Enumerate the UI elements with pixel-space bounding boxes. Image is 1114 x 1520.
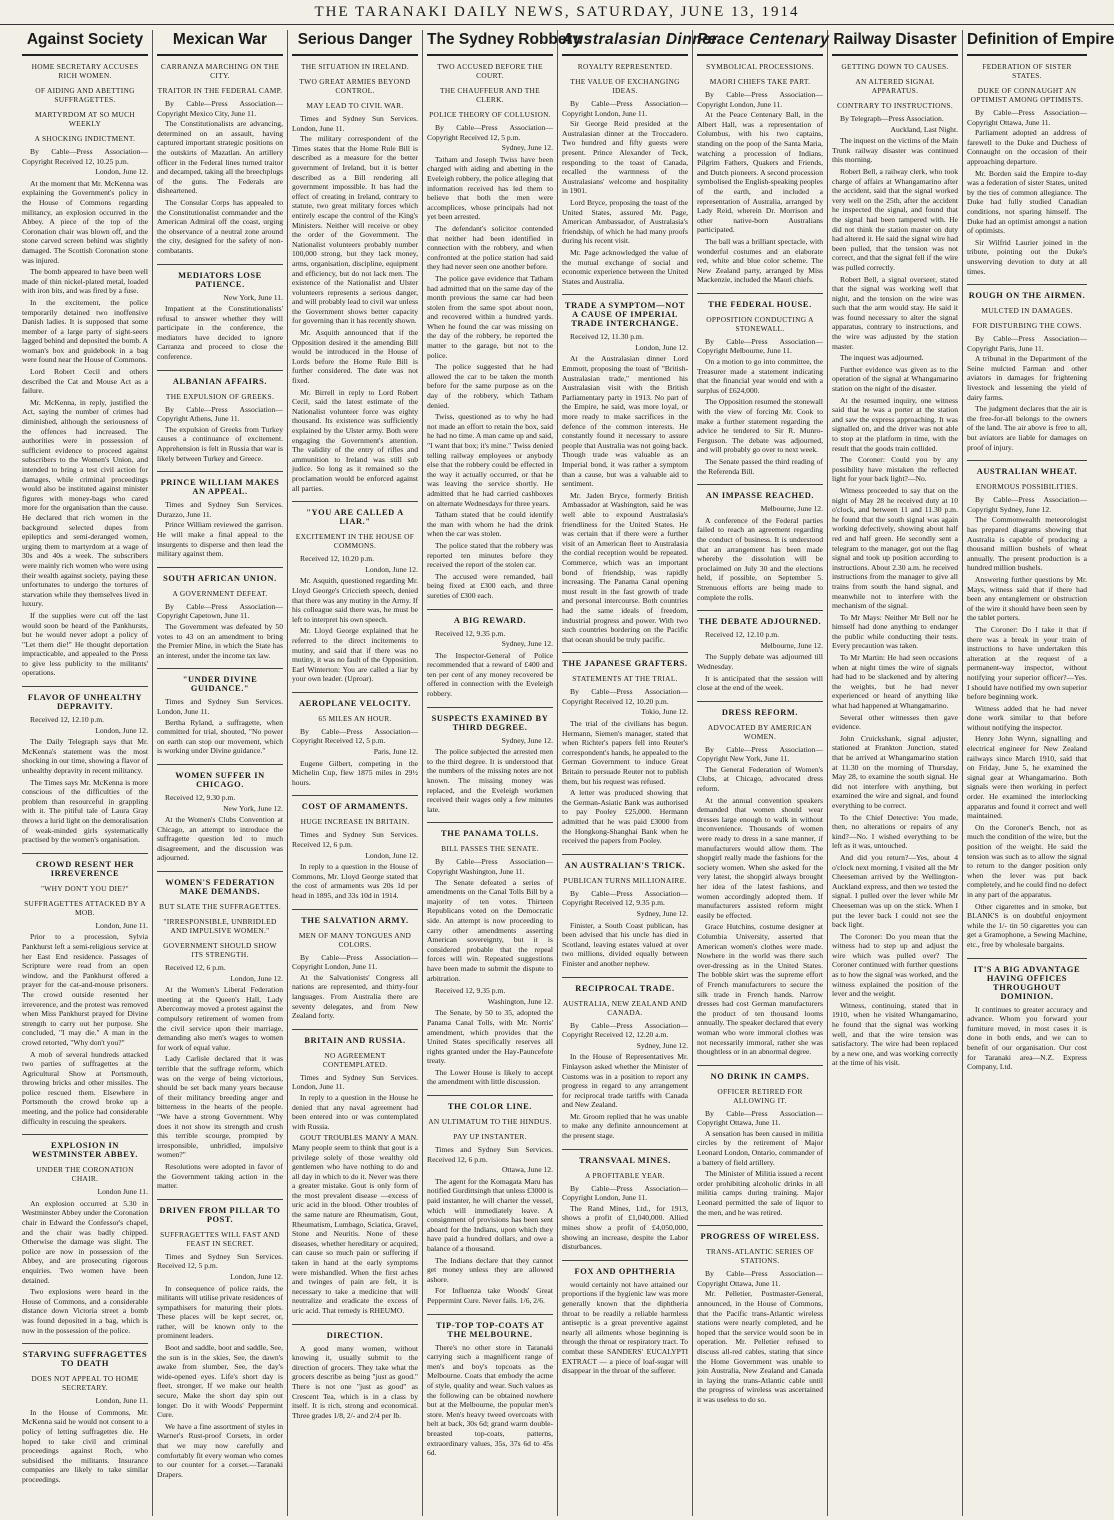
section-headline: TRANSVAAL MINES. <box>562 1149 688 1165</box>
masthead-title: THE TARANAKI DAILY NEWS, SATURDAY, JUNE 13, 1914 <box>314 4 800 20</box>
article-paragraph: Impatient at the Constitutionalists' refusal to answer whether they will participate in the conference, the mediators have decided to ignore Carranza and proceed to close the conference. <box>157 304 283 362</box>
subheadline: "WHY DON'T YOU DIE?" <box>40 883 129 893</box>
article-paragraph: Henry John Wynn, signalling and electrical engineer for New Zealand railways since March 1910, said that on Friday, June 5, he examined the signal gear at Whangamarino. Both signals were then working in perfect order. He examined the interlocking apparatus and found it correct and well maintained. <box>967 734 1087 821</box>
subheadline: A PROFITABLE YEAR. <box>585 1170 665 1180</box>
subheadline: MAY LEAD TO CIVIL WAR. <box>306 101 404 110</box>
article-paragraph: A mob of several hundreds attacked two parties of suffragettes at the Agricultural Show at Portsmouth, throwing bricks and other missiles. The police rescued them. Elsewhere in Portsmouth the crowd broke up a meeting, and the police had considerable difficulty in rescuing the speakers. <box>22 1049 148 1126</box>
cable-credit: Times and Sydney Sun Services. Durazzo, June 11. <box>157 500 283 519</box>
article-paragraph: Bertha Ryland, a suffragette, when committed for trial, shouted, "No power on earth can stop our movement, which is working under Divine guidance." <box>157 717 283 756</box>
column-6 <box>693 30 828 1516</box>
subheadline: MEN OF MANY TONGUES AND COLORS. <box>298 930 412 949</box>
article-paragraph: There's no other store in Taranaki carrying such a magnificent range of men's and boy's topcoats as the Melbourne. Coats that embody the acme of style, quality and wear. Such values as the following can be obtained nowhere but at the Melbourne, the popular men's store. Men's heavy tweed overcoats with belt at back, 30s 6d; grand warm double-breasted top-coats, patterns, extraordinary values, 35s, 37s 6d to 45s 6d. <box>427 1342 553 1458</box>
article-paragraph: The Senate, by 50 to 35, adopted the Panama Canal Tolls, with Mr. Norris' amendment, which provides that the United States specifically reserves all rights granted under the Hay-Pauncefote treaty. <box>427 1008 553 1066</box>
subheadline: FOR DISTURBING THE COWS. <box>972 321 1082 331</box>
cable-credit: Received 12, 11.30 p.m. <box>570 332 644 342</box>
newspaper-columns <box>18 30 1114 1516</box>
section-headline: FLAVOR OF UNHEALTHY DEPRAVITY. <box>22 686 148 711</box>
subheadline: "IRRESPONSIBLE, UNBRIDLED AND IMPULSIVE WOMEN." <box>163 917 277 936</box>
subheadline: AN ULTIMATUM TO THE HINDUS. <box>428 1117 552 1127</box>
dateline: Auckland, Last Night. <box>890 124 958 134</box>
subheadline: TWO ACCUSED BEFORE THE COURT. <box>437 62 543 80</box>
cable-credit: By Cable—Press Association—Copyright London, June 11. <box>562 99 688 118</box>
article-paragraph: Sir George Reid presided at the Australasian dinner at the Troccadero. Two hundred and fifty guests were present. Prince Alexander of Teck, responding to the toast of Canada, recalled the warmness of the Australasians' welcome and hospitality in 1901. <box>562 119 688 196</box>
article-paragraph: Lord Bryce, proposing the toast of the United States, assured Mr. Page, American Ambassador, of Australasia's friendship, of which he had many proofs during his recent visit. <box>562 197 688 246</box>
column-7 <box>828 30 963 1516</box>
cable-credit: By Cable—Press Association—Copyright London, June 11. <box>292 952 418 972</box>
subheadline: SUFFRAGETTES WILL FAST AND FEAST IN SECRET. <box>160 1229 280 1248</box>
subheadline: OPPOSITION CONDUCTING A STONEWALL. <box>706 314 814 333</box>
article-paragraph: Witness proceeded to say that on the night of May 28 he received duty at 10 o'clock, and between 11 and 11.30 p.m. he found that the south signal was again working defectively, showing about half red and half green. He secondly sent a telegram to the manager, got out the flag signal and took up position according to instructions. About 2.30 a.m. he received instructions from the manager to give all trains from south the hand signal, and meanwhile not to interfere with the mechanism of the signal. <box>832 485 958 611</box>
section-headline: SUSPECTS EXAMINED BY THIRD DEGREE. <box>427 707 553 732</box>
article-paragraph: At the moment that Mr. McKenna was explaining the Government's policy in the House of Commons regarding militancy, an explosion occurred in the Abbey. A piece of the top of the Coronation chair was blown off, and the stone carved screen behind was slightly damaged. The Scottish Coronation stone was injured. <box>22 178 148 265</box>
cable-credit: By Telegraph—Press Association. <box>840 114 944 123</box>
dateline: Sydney, June 12. <box>501 735 553 745</box>
dateline: Melbourne, June 12. <box>760 504 823 514</box>
subheadline: POLICE THEORY OF COLLUSION. <box>429 110 551 119</box>
section-headline: PROGRESS OF WIRELESS. <box>697 1225 823 1241</box>
cable-credit: Received 12, 9.35 p.m. <box>435 986 506 996</box>
article-paragraph: John Cruickshank, signal adjuster, stationed at Frankton Junction, stated that he arrived at Whangamarino station at 11.30 on the morning of Thursday, May 28, to examine the south signal. He did not interfere with anything, but examined the wire and signal, and found everything to be correct. <box>832 733 958 810</box>
cable-credit: Received 12, 10.20 p.m. <box>300 554 375 564</box>
subheadline: PAY UP INSTANTER. <box>453 1132 527 1142</box>
subheadline: DUKE OF CONNAUGHT AN OPTIMIST AMONG OPTIMISTS. <box>970 86 1084 104</box>
subheadline: A GOVERNMENT DEFEAT. <box>172 588 268 598</box>
article-paragraph: In consequence of police raids, the militants will utilise private residences of sympathisers for maturing their plots. These places will be kept secret, or, rather, will be known only to the prominent leaders. <box>157 1283 283 1341</box>
subheadline: ENORMOUS POSSIBILITIES. <box>975 482 1079 492</box>
cable-credit: By Cable—Press Association—Copyright Received 12, 5 p.m. <box>427 123 553 142</box>
section-headline: PRINCE WILLIAM MAKES AN APPEAL. <box>157 471 283 496</box>
subheadline: GETTING DOWN TO CAUSES. <box>841 62 949 71</box>
dateline: London, June 12. <box>95 167 148 177</box>
section-headline: CROWD RESENT HER IRREVERENCE <box>22 853 148 878</box>
section-headline: COST OF ARMAMENTS. <box>292 795 418 811</box>
section-headline: "YOU ARE CALLED A LIAR." <box>292 501 418 526</box>
article-paragraph: In reply to a question in the House of Commons, Mr. Lloyd George stated that the cost of armaments was 20s 1d per head in 1895, and 33s 10d in 1914. <box>292 862 418 900</box>
subheadline: MAORI CHIEFS TAKE PART. <box>709 77 811 86</box>
article-paragraph: The police gave evidence that Tatham had admitted that on the same day of the month previous the same car had been stolen from the same spot about noon, and recovered within a hundred yards. When he found the car was missing on the day of the robbery, he reported the matter to the garage, but not to the police. <box>427 273 553 360</box>
article-paragraph: The Lower House is likely to accept the amendment with little discussion. <box>427 1067 553 1087</box>
column-1 <box>18 30 153 1516</box>
dateline: Ottawa, June 12. <box>501 1165 553 1175</box>
cable-credit: Received 12, 9.30 p.m. <box>165 792 236 802</box>
column-heading: Definition of Empire <box>967 30 1087 56</box>
article-paragraph: would certainly not have attained our proportions if the hygienic law was more generally known that the diphtheria throat to be readily a reliable harmless antiseptic is a great preventive against nearly all ailments whose beginning is through the throat or respiratory tract. To combat these SANDERS' EUCALYPTI EXTRACT — a piece of loaf-sugar will disappear in the throat of the sufferer. <box>562 1279 688 1376</box>
article-paragraph: The expulsion of Greeks from Turkey causes a continuance of excitement. Apprehension is felt in Russia that war is likely between Turkey and Greece. <box>157 424 283 463</box>
article-paragraph: Further evidence was given as to the operation of the signal at Whangamarino station on the night of the disaster. <box>832 364 958 394</box>
section-headline: STARVING SUFFRAGETTES TO DEATH <box>22 1343 148 1368</box>
dateline: New York, June 11. <box>223 292 283 302</box>
article-paragraph: Two explosions were heard in the House of Commons, and a considerable distance down Victoria street a bomb was found deposited in a bag, which is now in the possession of the police. <box>22 1287 148 1335</box>
cable-credit: Times and Sydney Sun Services. London, June 11. <box>292 1072 418 1092</box>
article-paragraph: The military correspondent of the Times states that the Home Rule Bill is described as a measure for the better government of Ireland, but it is better described as a Bill rendering all government impossible. It has had the effect of creating in Ireland, contrary to statute, two great military forces which entirely escape the control of the King's Ministers. Neither will receive or obey the order of the Government. The Nationalist volunteers probably number 100,000 strong, but they lack money, arms, organisation, discipline, equipment and efficiency, but do not lack men. The existence of the Nationalist and Ulster volunteers represents a serious danger, and will probably lead to civil war unless the Government shows better capacity for governing than it has recently shown. <box>292 134 418 326</box>
article-paragraph: Resolutions were adopted in favor of the Government taking action in the matter. <box>157 1161 283 1191</box>
article-paragraph: On the Coroner's Bench, not as much the condition of the wire, but the position of the weight. He said the tension was such as to allow the signal to return to the danger position only when the lever was put back completely, and he could find no defect in any part of the apparatus. <box>967 822 1087 899</box>
subheadline: SYMBOLICAL PROCESSIONS. <box>706 62 814 71</box>
section-headline: TRADE A SYMPTOM—NOT A CAUSE OF IMPERIAL TRADE INTERCHANGE. <box>562 294 688 328</box>
dateline: London, June 11. <box>95 1396 148 1406</box>
article-paragraph: Mr. McKenna, in reply, justified the Act, saying the number of crimes had diminished, although the seriousness of the offences had increased. The authorities were in possession of sufficient evidence to proceed against subscribers to the Women's Union, and intended to bring a test civil action for damages, while criminal proceedings would also be instituted against minister figures with money-bags who cared more for the organisation than the cause. He declared that rich women in the background selected dupes from epileptics and semi-deranged women, urging them to martyrdom at a wage of 30s and 40s a week. The subscribers were mainly rich women who were using their wealth against society, paying these unfortunates to undergo the tortures of starvation while they themselves lived in luxury. <box>22 397 148 609</box>
article-paragraph: The bomb appeared to have been well made of thin nickel-plated metal, loaded with iron bits, and was fired by a fuse. <box>22 267 148 296</box>
section-headline: WOMEN'S FEDERATION MAKE DEMANDS. <box>157 871 283 896</box>
cable-credit: By Cable—Press Association—Copyright Received 12, 5 p.m. <box>292 726 418 746</box>
article-paragraph: In the House of Representatives Mr. Finlayson asked whether the Minister of Customs was in a position to report any progress in regard to any arrangement for reciprocal trade tariffs with Canada and New Zealand. <box>562 1052 688 1110</box>
column-5 <box>558 30 718 1516</box>
article-paragraph: Mr. Birrell in reply to Lord Robert Cecil, said the latest estimate of the Nationalist volunteer force was eighty thousand. Its existence was sufficiently explained by the Ulster army. Both were engaging the Government's attention. The validity of the entry of rifles and ammunition to Ireland was still sub judice. So long as it remained so the proclamation would be enforced against all parties. <box>292 387 418 493</box>
article-paragraph: The Coroner: Do I take it that if there was a break in your train of instructions to have undertaken this alteration at the request of a permanent-way inspector, without notifying your superior officer?—Yes. I should have notified my own superior before beginning work. <box>967 624 1087 702</box>
cable-credit: By Cable—Press Association—Copyright Ottawa, June 11. <box>967 108 1087 127</box>
column-3 <box>288 30 423 1516</box>
article-paragraph: The Consular Corps has appealed to the Constitutionalist commander and the American Admiral off the coast, urging the observance of a neutral zone around the city, designed for the safety of non-combatants. <box>157 197 283 255</box>
cable-credit: By Cable—Press Association—Copyright Received 12, 9.35 p.m. <box>562 888 688 908</box>
section-headline: "UNDER DIVINE GUIDANCE." <box>157 668 283 693</box>
article-paragraph: The Senate passed the third reading of the Referenda Bill. <box>697 457 823 476</box>
article-paragraph: Mr. Jaden Bryce, formerly British Ambassador at Washington, said he was well able to expound Australasia's friendliness for the United States. He was certain that if there were a further visit of an American fleet to Australasia the cordial reception would be repeated. Commerce, which was an important bond of friendship, was rapidly increasing. The Panama Canal opening must result in the fast growth of trade and personal intercourse. Both countries had the same ideals of freedom, industrial progress and power. With two such countries bordering on the Pacific that ocean should be truly pacific. <box>562 490 688 644</box>
article-paragraph: The Daily Telegraph says that Mr. McKenna's statement was the most shocking in our time, showing a flavor of unhealthy depravity in recent militancy. <box>22 737 148 776</box>
subheadline: TWO GREAT ARMIES BEYOND CONTROL. <box>299 77 411 95</box>
article-paragraph: Robert Bell, a railway clerk, who took charge of affairs at Whangamarino after the accident, said that the signal worked very well on the 25th, after the accident he inspected the signal, and found that the signal had been tampered with. He did not think the station master on duty had altered it. He said the signal wire had been pulled, that the tension was not correct, and that the signal fell if the wire was pulled correctly. <box>832 166 958 272</box>
subheadline: TRANS-ATLANTIC SERIES OF STATIONS. <box>706 1247 814 1266</box>
section-headline: A BIG REWARD. <box>427 609 553 625</box>
cable-credit: Received 12, 6 p.m. <box>165 963 226 973</box>
article-paragraph: And did you return?—Yes, about 4 o'clock next morning. I visited all the Mr Cheeseman arrived by the Wellington-Auckland express, and then we tested the signal. I pulled over the lever while Mr Cheeseman was up on the stick. When I put the lever back I could not see the back light. <box>832 852 958 930</box>
article-paragraph: The inquest on the victims of the Main Trunk railway disaster was continued this morning. <box>832 136 958 165</box>
column-heading: Mexican War <box>157 30 283 56</box>
article-paragraph: Witness added that he had never done work similar to that before without notifying the inspector. <box>967 703 1087 732</box>
subheadline: AUSTRALIA, NEW ZEALAND AND CANADA. <box>562 998 688 1017</box>
dateline: Washington, June 12. <box>487 996 553 1006</box>
subheadline: THE SITUATION IN IRELAND. <box>300 62 410 71</box>
article-paragraph: Sir Wilfrid Laurier joined in the tribute, pointing out the Duke's unswerving devotion to duty at all times. <box>967 237 1087 276</box>
section-headline: WOMEN SUFFER IN CHICAGO. <box>157 764 283 789</box>
subheadline: PUBLICAN TURNS MILLIONAIRE. <box>563 875 687 885</box>
section-headline: THE DEBATE ADJOURNED. <box>697 610 823 626</box>
article-paragraph: At the Australasian dinner Lord Emmott, proposing the toast of "British-Australasian trade," mentioned his Australasian visit with the British Parliamentary party in 1913. No part of the Empire, he said, was more loyal, or more ready to make sacrifices in the defence of the common interests. He constantly found it necessary to assure people that Australia was not going back. Though trade was valuable as an Imperial bond, it was rather a symptom than a cause, but was a valuable aid to sentiment. <box>562 354 688 489</box>
subheadline: AN ALTERED SIGNAL APPARATUS. <box>855 77 935 95</box>
article-paragraph: The police subjected the arrested men to the third degree. It is understood that the numbers of the missing notes are not known. The missing money was replaced, and the Eveleigh workmen received their wages only a few minutes late. <box>427 747 553 814</box>
section-headline: AN IMPASSE REACHED. <box>697 484 823 500</box>
section-headline: BRITAIN AND RUSSIA. <box>292 1029 418 1045</box>
subheadline: HOME SECRETARY ACCUSES RICH WOMEN. <box>31 62 139 80</box>
section-headline: AEROPLANE VELOCITY. <box>292 692 418 708</box>
article-paragraph: The Constitutionalists are advancing, determined on an assault, having captured important strategic positions on the outskirts of Mazatlan. An artillery officer in the Federal lines turned traitor and decamped, taking all the breechplugs of the guns. The Federals are disheartened. <box>157 119 283 196</box>
section-headline: THE PANAMA TOLLS. <box>427 822 553 838</box>
article-paragraph: To Mr Martin: He had seen occasions when at night times the wire of signals had had to be slackened and by altering the weights, but he had never experienced or heard of anything like what had happened at Whangamarino. <box>832 653 958 711</box>
article-paragraph: Answering further questions by Mr. Mays, witness said that if there had been any entanglement or obstruction of the wire it should have been seen by the tablet porters. <box>967 574 1087 623</box>
article-paragraph: If the supplies were cut off the last would soon be heard of the Pankhursts, but he would never adopt a policy of "Let them die!" He thought deportation impracticable, and appealed to the Press to give less publicity to the militants' operations. <box>22 610 148 678</box>
section-headline: FOX AND OPHTHERIA <box>562 1260 688 1276</box>
column-heading: Peace Centenary <box>697 30 823 56</box>
subheadline: THE CHAUFFEUR AND THE CLERK. <box>440 86 540 104</box>
article-paragraph: The Coroner: Do you mean that the witness had to step up and adjust the wire which was pulled over? The Coroner continued with further questions as to how the signal was worked, and the witness explained the position of the lever and the weight. <box>832 931 958 999</box>
article-paragraph: The Government was defeated by 50 votes to 43 on an amendment to bring the Premier Mine, in which the State has an interest, under the income tax law. <box>157 621 283 660</box>
cable-credit: Times and Sydney Sun Services. Received 12, 6 p.m. <box>427 1145 553 1164</box>
article-paragraph: The Minister of Militia issued a recent order prohibiting alcoholic drinks in all militia camps during training. Major Leonard permitted the sale of liquor to the men, and he was retired. <box>697 1169 823 1217</box>
subheadline: ADVOCATED BY AMERICAN WOMEN. <box>707 722 813 741</box>
dateline: Sydney, June 12. <box>636 1040 688 1050</box>
article-paragraph: The police stated that the robbery was reported ten minutes before they received the report of the stolen car. <box>427 540 553 570</box>
dateline: Paris, June 12. <box>373 747 418 757</box>
subheadline: THE VALUE OF EXCHANGING IDEAS. <box>570 77 680 95</box>
dateline: London, June 12. <box>365 564 418 574</box>
cable-credit: Times and Sydney Sun Services. Received 12, 6 p.m. <box>292 830 418 850</box>
cable-credit: By Cable—Press Association—Copyright Mexico City, June 11. <box>157 99 283 118</box>
article-paragraph: GOUT TROUBLES MANY A MAN. Many people seem to think that gout is a privilege solely of those wealthy old gentlemen who have nothing to do and all day in which to do it. Never was there a greater mistake. Gout is only form of the most prevalent disease —excess of uric acid in the blood. Other troubles of the same nature are Rheumatism, Gout, Rheumatism, Lumbago, Sciatica, Gravel, Stone and Neuritis. None of these diseases, whether hereditary or acquired, can cause so much pain or suffering if taken in hand at the early symptoms were mishandled. When the first aches and twinges of pain are felt, it is necessary to take a medicine that will neutralize and eradicate the excess of uric acid. That remedy is RHEUMO. <box>292 1133 418 1315</box>
subheadline: DOES NOT APPEAL TO HOME SECRETARY. <box>31 1374 139 1393</box>
article-paragraph: To the Chief Detective: You made, then, no alterations or repairs of any kind?—No. I wished everything to be left as it was, untouched. <box>832 812 958 851</box>
article-paragraph: Robert Bell, a signal overseer, stated that the signal was working well that night, and the tension on the wire was such that the arm would stay. He said it was found necessary to alter the signal apparatus, contrary to instructions, and the wire was adjusted by the station master. <box>832 274 958 351</box>
cable-credit: By Cable—Press Association—Copyright Sydney, June 12. <box>967 495 1087 514</box>
article-paragraph: Prince William reviewed the garrison. He will make a final appeal to the insurgents to disperse and then lead the military against them. <box>157 520 283 559</box>
article-paragraph: Parliament adopted an address of farewell to the Duke and Duchess of Connaught on the occasion of their approaching departure. <box>967 128 1087 166</box>
article-paragraph: Other cigarettes and in smoke, but BLANK'S is on doubtful enjoyment while the 1/- tin 50 cigarettes you can get a Gramophone, a Sewing Machine, etc., free by wholesale bargains. <box>967 901 1087 949</box>
article-paragraph: It continues to greater accuracy and advance. Whom you forward your furniture moved, in most cases it is done in both ends, and we can to benefit of our organisation. Our cost for Taranaki area—N.Z. Express Company, Ltd. <box>967 1004 1087 1072</box>
column-heading: Against Society <box>22 30 148 56</box>
subheadline: CARRANZA MARCHING ON THE CITY. <box>160 62 280 80</box>
cable-credit: By Cable—Press Association—Copyright Ottawa, June 11. <box>697 1269 823 1288</box>
article-paragraph: Eugene Gilbert, competing in the Michelin Cup, flew 1875 miles in 29½ hours. <box>292 758 418 787</box>
article-paragraph: The General Federation of Women's Clubs, at Chicago, advocated dress reform. <box>697 764 823 794</box>
subheadline: ROYALTY REPRESENTED. <box>577 62 673 71</box>
article-paragraph: Mr. Pelletier, Postmaster-General, announced, in the House of Commons, that the Pacific trans-Atlantic wireless stations were nearly completed, and he hoped that the service would soon be in operation. Mr. Pelletier refused to discuss all-red cables, stating that since the Home Government was unable to join Australia, New Zealand and Canada in laying the trans-Atlantic cable until the progress of wireless was ascertained it was useless to do so. <box>697 1289 823 1404</box>
subheadline: OFFICER RETIRED FOR ALLOWING IT. <box>717 1086 803 1105</box>
article-paragraph: Mr. Page acknowledged the value of the mutual exchange of social and economic experience between the United States and Australia. <box>562 247 688 286</box>
section-headline: AUSTRALIAN WHEAT. <box>967 460 1087 476</box>
article-paragraph: Mr. Borden said the Empire to-day was a federation of sister States, united by the ties of common allegiance. The Duke had fully studied Canadian conditions, not sparing himself. The Duke had an optimist amongst a nation of optimists. <box>967 168 1087 236</box>
subheadline: TRAITOR IN THE FEDERAL CAMP. <box>157 86 283 95</box>
section-headline: AN AUSTRALIAN'S TRICK. <box>562 854 688 870</box>
article-paragraph: For Influenza take Woods' Great Peppermint Cure. Never fails. 1/6, 2/6. <box>427 1286 553 1305</box>
subheadline: BILL PASSES THE SENATE. <box>441 844 539 854</box>
article-paragraph: Lady Carlisle declared that it was terrible that the suffrage reform, which was on the verge of being victorious, should be set back many years because of their militancy breeding anger and bitterness in the hearts of the people. "We have a strong Government. Why does it not show its strength and crush this terrible scourge, prompted by irresponsible, unbridled, impulsive women?" <box>157 1054 283 1160</box>
article-paragraph: The Inspector-General of Police recommended that a reward of £400 and ten per cent of any money recovered be offered in connection with the Eveleigh robbery. <box>427 650 553 699</box>
column-2 <box>153 30 288 1516</box>
section-headline: DRIVEN FROM PILLAR TO POST. <box>157 1199 283 1224</box>
cable-credit: By Cable—Press Association—Copyright Athens, June 11. <box>157 404 283 424</box>
article-paragraph: A good many women, without knowing it, usually submit to the direction of grocers. They take what the grocers describe as being "just as good." There is not one "just as good" as Crescent Tea, which is in a class by itself. It is rich, strong and economical. Three grades 1/8, 2/- and 2/4 per lb. <box>292 1343 418 1420</box>
cable-credit: Times and Sydney Sun Services. London, June 11. <box>157 697 283 716</box>
article-paragraph: Twiss, questioned as to why he had not made an effort to retain the box, said he had no time. A man came up and said, "I want that box; it's mine." Twiss denied telling railway employees or anybody else that the robbery could be effected in the way it actually occurred, or that he was leaving the service shortly. He admitted that he had carried cashboxes on alternate Wednesdays for three years. <box>427 412 553 508</box>
article-paragraph: Tatham stated that he could identify the man with whom he had the drink when the car was stolen. <box>427 510 553 539</box>
subheadline: NO AGREEMENT CONTEMPLATED. <box>322 1050 388 1069</box>
article-paragraph: The accused were remanded, bail being fixed at £300 each, and three sureties of £300 each. <box>427 571 553 600</box>
cable-credit: By Cable—Press Association—Copyright New York, June 11. <box>697 744 823 764</box>
column-heading: The Sydney Robbery <box>427 30 553 56</box>
article-paragraph: The police suggested that he had allowed the car to be taken the month before for the same purpose as on the day of the robbery, which Tatham denied. <box>427 362 553 410</box>
section-headline: DRESS REFORM. <box>697 701 823 717</box>
section-headline: RECIPROCAL TRADE. <box>562 977 688 993</box>
column-heading: Serious Danger <box>292 30 418 56</box>
article-paragraph: The judgment declares that the air is the free-for-all belongs to the owners of the land. The air above is free to all, but aviators are liable for damages on proof of injury. <box>967 404 1087 452</box>
section-headline: SOUTH AFRICAN UNION. <box>157 567 283 583</box>
article-paragraph: The trial of the civilians has begun. Hermann, Siemen's manager, stated that when Richter's papers fell into Reuter's correspondent's hands, he appealed to the German Government to induce Great Britain to persuade Reuter not to publish them, but his request was refused. <box>562 719 688 786</box>
section-headline: NO DRINK IN CAMPS. <box>697 1065 823 1081</box>
column-heading: Australasian Dinner <box>562 30 688 56</box>
subheadline: STATEMENTS AT THE TRIAL. <box>572 674 678 684</box>
dateline: Sydney, June 12. <box>501 639 553 649</box>
article-paragraph: A conference of the Federal parties failed to reach an agreement regarding the conduct of business. It is understood that an arrangement has been made whereby the dissolution will be proclaimed on July 30 and the elections held, if possible, on September 5. Strenuous efforts are being made to complete the rolls. <box>697 515 823 602</box>
cable-credit: By Cable—Press Association—Copyright Capetown, June 11. <box>157 601 283 621</box>
cable-credit: Times and Sydney Sun Services. London, June 11. <box>292 114 418 133</box>
dateline: London, June 11. <box>95 920 148 930</box>
column-4 <box>423 30 582 1516</box>
subheadline: THE EXPULSION OF GREEKS. <box>165 391 275 401</box>
article-paragraph: A tribunal in the Department of the Seine mulcted Farman and other aviators in damages for frightening livestock and lessening the yield of dairy farms. <box>967 354 1087 402</box>
cable-credit: By Cable—Press Association—Copyright Received 12, 12.20 a.m. <box>562 1020 688 1040</box>
dateline: New York, June 12. <box>223 803 283 813</box>
article-paragraph: Mr. Asquith, questioned regarding Mr. Lloyd George's Criccieth speech, denied that there was any mutiny in the Army. If his colleague said there was, he must be left to interpret his own speech. <box>292 576 418 624</box>
article-paragraph: At the Women's Liberal Federation meeting at the Queen's Hall, Lady Aberconway moved a protest against the compulsory retirement of women from the civil service upon their marriage, demanding also men's wages to women for work of equal value. <box>157 985 283 1052</box>
article-paragraph: A sensation has been caused in militia circles by the retirement of Major Leonard London, Ontario, commander of a battery of field artillery. <box>697 1128 823 1167</box>
subheadline: MARTYRDOM AT SO MUCH WEEKLY <box>34 110 136 128</box>
cable-credit: Times and Sydney Sun Services. Received 12, 5 p.m. <box>157 1251 283 1271</box>
article-paragraph: Grace Hutchins, costume designer at Columbia University, asserted that American women's clothes were made. Nowhere in the world was there such over-dressing as in the United States. The bobble skirt was the supreme effort of French manufacturers to secure the silk trade in French hands. Narrow dresses had cost German manufacturers the product of ten thousand looms annually. The speaker declared that every woman who wore immoral clothes was not necessarily immoral, rather she was thoughtless or in an abnormal degree. <box>697 922 823 1057</box>
article-paragraph: At the Salvationists' Congress all nations are represented, and thirty-four languages. From Australia there are seventy delegates, and from New Zealand forty. <box>292 972 418 1021</box>
section-headline: THE JAPANESE GRAFTERS. <box>562 652 688 668</box>
subheadline: EXCITEMENT IN THE HOUSE OF COMMONS. <box>295 532 415 551</box>
article-paragraph: The Rand Mines, Ltd., for 1913, shows a profit of £1,040,000. Allied mines show a profit of £4,050,000, showing an increase, despite the Labor disturbances. <box>562 1203 688 1252</box>
section-headline: IT'S A BIG ADVANTAGE HAVING OFFICES THROUGHOUT DOMINION. <box>967 958 1087 1001</box>
cable-credit: Received 12, 12.10 p.m. <box>705 630 780 640</box>
cable-credit: By Cable—Press Association—Copyright Received 12, 10.25 p.m. <box>22 147 148 166</box>
article-paragraph: A letter was produced showing that the German-Asiatic Bank was authorised to pay Pooley £25,000. Hermann admitted that he was paid £3000 from the Hongkong-Shanghai Bank when he received the papers from Pooley. <box>562 788 688 846</box>
cable-credit: By Cable—Press Association—Copyright Ottawa, June 11. <box>697 1108 823 1128</box>
subheadline: FEDERATION OF SISTER STATES. <box>982 62 1072 80</box>
dateline: Sydney, June 12. <box>636 908 688 918</box>
article-paragraph: The Opposition resumed the stonewall with the view of forcing Mr. Cook to make a further statement regarding the advice he tendered to Sir R. Munro-Ferguson. The debate was adjourned, and will probably go over to next week. <box>697 397 823 455</box>
subheadline: 65 MILES AN HOUR. <box>318 713 392 723</box>
article-paragraph: Mr. Groom replied that he was unable to make any definite announcement at the present stage. <box>562 1111 688 1141</box>
masthead <box>0 0 1114 25</box>
article-paragraph: The inquest was adjourned. <box>840 353 924 363</box>
article-paragraph: On a motion to go into committee, the Treasurer made a statement indicating that the financial year would end with a surplus of £624,000. <box>697 357 823 395</box>
section-headline: TIP-TOP TOP-COATS AT THE MELBOURNE. <box>427 1314 553 1339</box>
article-paragraph: We have a fine assortment of styles in Warner's Rust-proof Corsets, in order that we may now carefully and comfortably fit every woman who comes to our counter for a corset.—Taranaki Drapers. <box>157 1421 283 1479</box>
article-paragraph: The Times says Mr. McKenna is more conscious of the difficulties of the problem than resourceful in grappling with it. The pitiful tale of Laura Gray throws a lurid light on the demoralisation of weak-minded girls systematically practised by the women's organisation. <box>22 777 148 845</box>
article-paragraph: The defendant's solicitor contended that neither had been identified in connection with the robbery, and when confronted at the police station had said they had never seen one another before. <box>427 223 553 272</box>
article-paragraph: Mr. Asquith announced that if the Opposition desired it the amending Bill would be introduced in the House of Lords before the Home Rule Bill is further considered. The date was not fixed. <box>292 328 418 386</box>
section-headline: THE FEDERAL HOUSE. <box>697 293 823 309</box>
article-paragraph: At the annual convention speakers demanded that women should wear dresses large enough to walk in without inconvenience. Thousands of women were ready to dress in a sane manner, if manufacturers would allow them. The shopgirl really made the fashions for the society women. When she asked for the very latest, the shopgirl always brought her idea of the latest fashions, and women accordingly adopted them. If manufacturers assisted reform might easily be effected. <box>697 795 823 920</box>
article-paragraph: In the excitement, the police temporarily detained two inoffensive Danish ladies. It is supposed that some member of a large party of sight-seers lagged behind and deposited the bomb. A woman's box and guidebook in a bag were found near the House of Commons. <box>22 297 148 365</box>
section-headline: EXPLOSION IN WESTMINSTER ABBEY. <box>22 1134 148 1159</box>
section-headline: MEDIATORS LOSE PATIENCE. <box>157 264 283 289</box>
article-paragraph: Mr. Lloyd George explained that he referred to the direct incitements to mutiny, and said that if there was no mutiny, it was no fault of the Opposition. Earl Winterton: You are called a liar by your own leader. (Uproar). <box>292 626 418 684</box>
cable-credit: By Cable—Press Association—Copyright Washington, June 11. <box>427 857 553 876</box>
subheadline: GOVERNMENT SHOULD SHOW ITS STRENGTH. <box>163 941 277 960</box>
article-paragraph: The Coroner: Could you by any possibility have mistaken the reflected light for your back light?—No. <box>832 455 958 484</box>
dateline: Sydney, June 12. <box>501 143 553 153</box>
section-headline: THE COLOR LINE. <box>427 1095 553 1111</box>
article-paragraph: Tatham and Joseph Twiss have been charged with aiding and abetting in the Eveleigh robbery, the police alleging that information received has led them to believe that both the men were accomplices, whose principals had not yet been arrested. <box>427 154 553 222</box>
article-paragraph: It is anticipated that the session will close at the end of the week. <box>697 673 823 693</box>
article-paragraph: At the resumed inquiry, one witness said that he was a porter at the station and saw the express approaching. It was signalled on, and the driver was not able to stop at the platform in time, with the result that the goods train collided. <box>832 395 958 453</box>
dateline: London June 11. <box>97 1187 148 1197</box>
article-paragraph: To Mr Mays: Neither Mr Bell nor he himself had done anything to endanger the public while conducting their tests. Every precaution was taken. <box>832 612 958 651</box>
subheadline: OF AIDING AND ABETTING SUFFRAGETTES. <box>35 86 135 104</box>
dateline: London, June 12. <box>365 850 418 860</box>
section-headline: DIRECTION. <box>292 1324 418 1340</box>
cable-credit: Received 12, 9.35 p.m. <box>435 628 506 638</box>
dateline: London, June 12. <box>230 1271 283 1281</box>
article-paragraph: An explosion occurred at 5.30 in Westminster Abbey under the Coronation chair in Edward the Confessor's chapel, and the chair was badly chipped. Otherwise the damage was slight. The police are now in possession of the Abbey, and are prosecuting rigorous enquiries. Two women have been detained. <box>22 1198 148 1285</box>
article-paragraph: The Indians declare that they cannot get money unless they are allowed ashore. <box>427 1255 553 1284</box>
article-paragraph: In the House of Commons, Mr. McKenna said he would not consent to a policy of letting suffragettes die. He hoped to take civil and criminal proceedings against Roch, who subsidised the militants. Insurance companies are likely to take similar proceedings. <box>22 1407 148 1484</box>
subheadline: SUFFRAGETTES ATTACKED BY A MOB. <box>24 898 146 917</box>
cable-credit: By Cable—Press Association—Copyright London, June 11. <box>697 90 823 109</box>
cable-credit: By Cable—Press Association—Copyright Paris, June 11. <box>967 334 1087 353</box>
cable-credit: By Cable—Press Association—Copyright Melbourne, June 11. <box>697 336 823 356</box>
subheadline: A SHOCKING INDICTMENT. <box>34 134 136 143</box>
column-heading: Railway Disaster <box>832 30 958 56</box>
article-paragraph: The ball was a brilliant spectacle, with wonderful costumes and an elaborate red, white and blue color scheme. The New Zealand party, arranged by Miss Mackenzie, included the Maori chiefs. <box>697 236 823 285</box>
article-paragraph: Boot and saddle, boot and saddle, See, the sun is in the skies, See, the dawn's awake from slumber, See, the day's wide-opened eyes. Life's short day is fleet, stronger, If we make our health secure, Make the short day spin out longer. Do it with Woods' Peppermint Cure. <box>157 1343 283 1420</box>
subheadline: HUGE INCREASE IN BRITAIN. <box>300 817 410 827</box>
section-headline: THE SALVATION ARMY. <box>292 909 418 925</box>
column-8 <box>963 30 1114 1516</box>
subheadline: UNDER THE CORONATION CHAIR. <box>36 1165 134 1184</box>
cable-credit: By Cable—Press Association—Copyright London, June 11. <box>562 1183 688 1203</box>
dateline: Tokio, June 12. <box>641 707 688 717</box>
article-paragraph: Lord Robert Cecil and others described the Cat and Mouse Act as a failure. <box>22 367 148 396</box>
section-headline: ROUGH ON THE AIRMEN. <box>967 284 1087 300</box>
article-paragraph: Witness, continuing, stated that in 1910, when he visited Whangamarino, he found that the signal was working well, and that the wire tension was satisfactory. The wire had been replaced by a new one, and was working correctly at the time of his visit. <box>832 1000 958 1068</box>
article-paragraph: The Commonwealth meteorologist has prepared diagrams showing that Australia is capable of producing a thousand million bushels of wheat annually. The present production is a hundred million bushels. <box>967 515 1087 573</box>
section-headline: ALBANIAN AFFAIRS. <box>157 370 283 386</box>
subheadline: MULCTED IN DAMAGES. <box>981 306 1073 316</box>
subheadline: CONTRARY TO INSTRUCTIONS. <box>837 101 953 110</box>
article-paragraph: Prior to a procession, Sylvia Pankhurst left a semi-religious service at her East End residence. Passages of Scripture were read from an open window, and the Pankhurst offered a prayer for the cat-and-mouse prisoners. The crowd outside resented her irreverence, and the protest was removed when Miss Pankhurst prayed for Divine strength to carry out her purpose. She concluded, "I may die." A man in the crowd retorted, "Why don't you?" <box>22 932 148 1047</box>
dateline: Melbourne, June 12. <box>760 640 823 650</box>
cable-credit: Received 12, 12.10 p.m. <box>30 715 105 725</box>
article-paragraph: Several other witnesses then gave evidence. <box>832 712 958 732</box>
article-paragraph: At the Peace Centenary Ball, in the Albert Hall, was a representation of Columbus, with his two captains, standing on the poop of the Santa Maria, watching a procession of Indians, Pilgrim Fathers, Quakers and Friends, and Dutch pioneers. A second procession symbolised the English-speaking peoples of the earth, and included a representation of Australia, arranged by Lady Reid, wherein Dr. Morrison and other native-born Australians participated. <box>697 110 823 235</box>
article-paragraph: The Senate defeated a series of amendments on the Canal Tolls Bill by a majority of ten votes. Thirteen Republicans voted on the Democratic side. An attempt is now proceeding to carry other amendments asserting American sovereignty, but it is considered probable that the repeal forces will win. Repeated suggestions have been made to submit the dispute to arbitration. <box>427 877 553 983</box>
cable-credit: By Cable—Press Association—Copyright Received 12, 10.20 p.m. <box>562 687 688 706</box>
article-paragraph: In reply to a question in the House he denied that any naval agreement had been entered into or was contemplated with Russia. <box>292 1092 418 1131</box>
dateline: London, June 12. <box>635 342 688 352</box>
article-paragraph: Finister, a South Coast publican, has been advised that his uncle has died in Scotland, leaving estates valued at over two millions, divided equally between Finister and another nephew. <box>562 920 688 968</box>
article-paragraph: At the Women's Clubs Convention at Chicago, an attempt to introduce the suffragette question led to much disagreement, and the discussion was adjourned. <box>157 815 283 863</box>
article-paragraph: The Supply debate was adjourned till Wednesday. <box>697 652 823 671</box>
article-paragraph: The agent for the Komagata Maru has notified Gurdittsingh that unless £3000 is paid instanter, he will charter the vessel, which will immediately leave. A consignment of provisions has been sent aboard for the Indians, upon which they have paid a hundred dollars, and owe a balance of a thousand. <box>427 1176 553 1253</box>
dateline: London, June 12. <box>95 725 148 735</box>
dateline: London, June 12. <box>230 973 283 983</box>
subheadline: BUT SLATE THE SUFFRAGETTES. <box>159 902 281 912</box>
